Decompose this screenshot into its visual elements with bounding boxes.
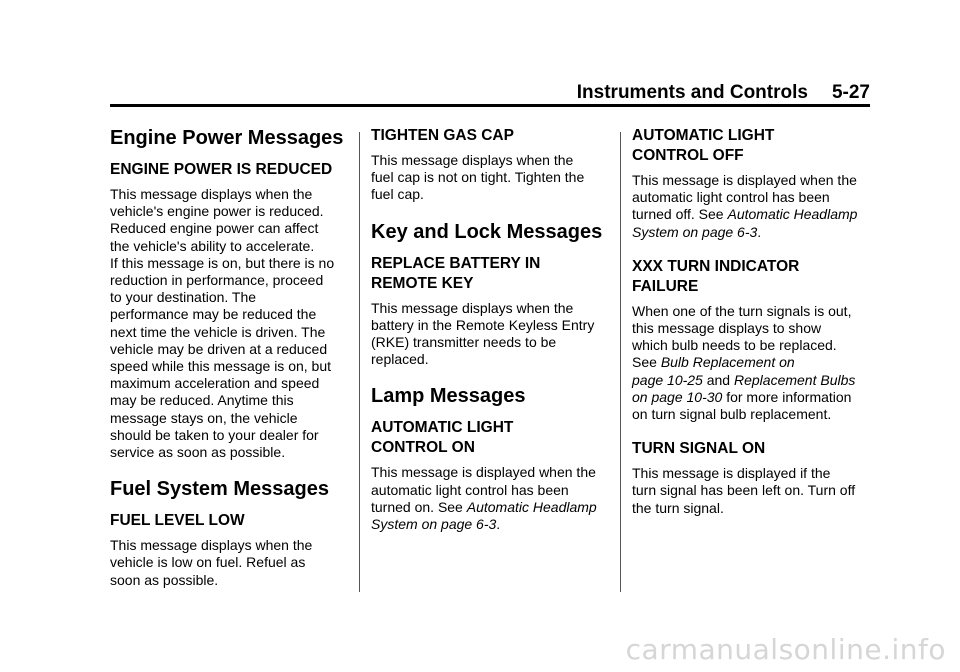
column-divider-2 xyxy=(620,132,621,592)
watermark: carmanualsonline.info xyxy=(625,633,946,666)
subheading-engine-power-reduced: ENGINE POWER IS REDUCED xyxy=(110,161,333,178)
running-header xyxy=(577,82,870,104)
heading-engine-power-messages: Engine Power Messages xyxy=(110,127,344,149)
paragraph-replace-battery: This message displays when the battery in the Remote Keyless Entry (RKE) transmitter needs to be replaced. xyxy=(371,299,595,368)
subheading-tighten-gas-cap: TIGHTEN GAS CAP xyxy=(371,127,514,144)
cross-reference-link[interactable]: on page 10-30 xyxy=(632,388,723,405)
page-header xyxy=(110,78,870,104)
paragraph-turn-indicator-failure: When one of the turn signals is out, this message displays to show which bulb needs to be replaced. See Bulb Replacement on page 10-25 and Replacement Bulbs on page 10-30 for more information on turn signal bulb replacement. xyxy=(632,302,856,423)
paragraph-turn-signal-on: This message is displayed if the turn signal has been left on. Turn off the turn signal. xyxy=(632,465,856,516)
subheading-fuel-level-low: FUEL LEVEL LOW xyxy=(110,512,245,530)
subheading-replace-battery: REPLACE BATTERY IN REMOTE KEY xyxy=(371,254,541,292)
paragraph-automatic-light-control-off: This message is displayed when the automatic light control has been turned off. See Automatic Headlamp System on page 6-3. xyxy=(632,172,858,240)
paragraph-automatic-light-control-on: This message is displayed when the automatic light control has been turned on. See Automatic Headlamp System on page 6-3. xyxy=(371,464,597,533)
paragraph-tighten-gas-cap: This message displays when the fuel cap is not on tight. Tighten the fuel cap. xyxy=(371,152,585,203)
cross-reference-link[interactable]: System on page 6-3 xyxy=(632,223,758,240)
column-1 xyxy=(110,126,350,605)
paragraph-fuel-level-low: This message displays when the vehicle is low on fuel. Refuel as soon as possible. xyxy=(110,537,313,588)
header-rule xyxy=(110,104,870,107)
cross-reference-link[interactable]: Automatic Headlamp xyxy=(466,498,597,515)
column-2 xyxy=(371,126,609,549)
subheading-automatic-light-control-off: AUTOMATIC LIGHT CONTROL OFF xyxy=(632,127,775,164)
subheading-turn-signal-on: TURN SIGNAL ON xyxy=(632,440,766,458)
cross-reference-link[interactable]: System on page 6-3 xyxy=(371,516,497,533)
heading-lamp-messages: Lamp Messages xyxy=(371,385,526,408)
cross-reference-link[interactable]: Bulb Replacement on xyxy=(660,354,795,371)
cross-reference-link[interactable]: page 10-25 xyxy=(632,371,703,388)
page-number: 5-27 xyxy=(831,82,870,103)
heading-key-and-lock-messages: Key and Lock Messages xyxy=(371,220,603,243)
cross-reference-link[interactable]: Automatic Headlamp xyxy=(727,206,858,223)
column-divider-1 xyxy=(359,132,360,592)
cross-reference-link[interactable]: Replacement Bulbs xyxy=(733,371,856,388)
subheading-automatic-light-control-on: AUTOMATIC LIGHT CONTROL ON xyxy=(371,419,514,457)
heading-fuel-system-messages: Fuel System Messages xyxy=(110,478,329,501)
subheading-turn-indicator-failure: XXX TURN INDICATOR FAILURE xyxy=(632,257,800,295)
section-title: Instruments and Controls xyxy=(576,82,808,103)
paragraph-engine-power-reduced: This message displays when the vehicle's engine power is reduced. Reduced engine power can affect the vehicle's ability to accelerate. If this message is on, but there is no reduction in performance, proceed to your destination. The performance may be reduced the next time the vehicle is driven. The vehicle may be driven at a reduced speed while this message is on, but maximum acceleration and speed may be reduced. Anytime this message stays on, the vehicle should be taken to your dealer for service as soon as possible. xyxy=(110,186,335,461)
column-3 xyxy=(632,126,870,533)
